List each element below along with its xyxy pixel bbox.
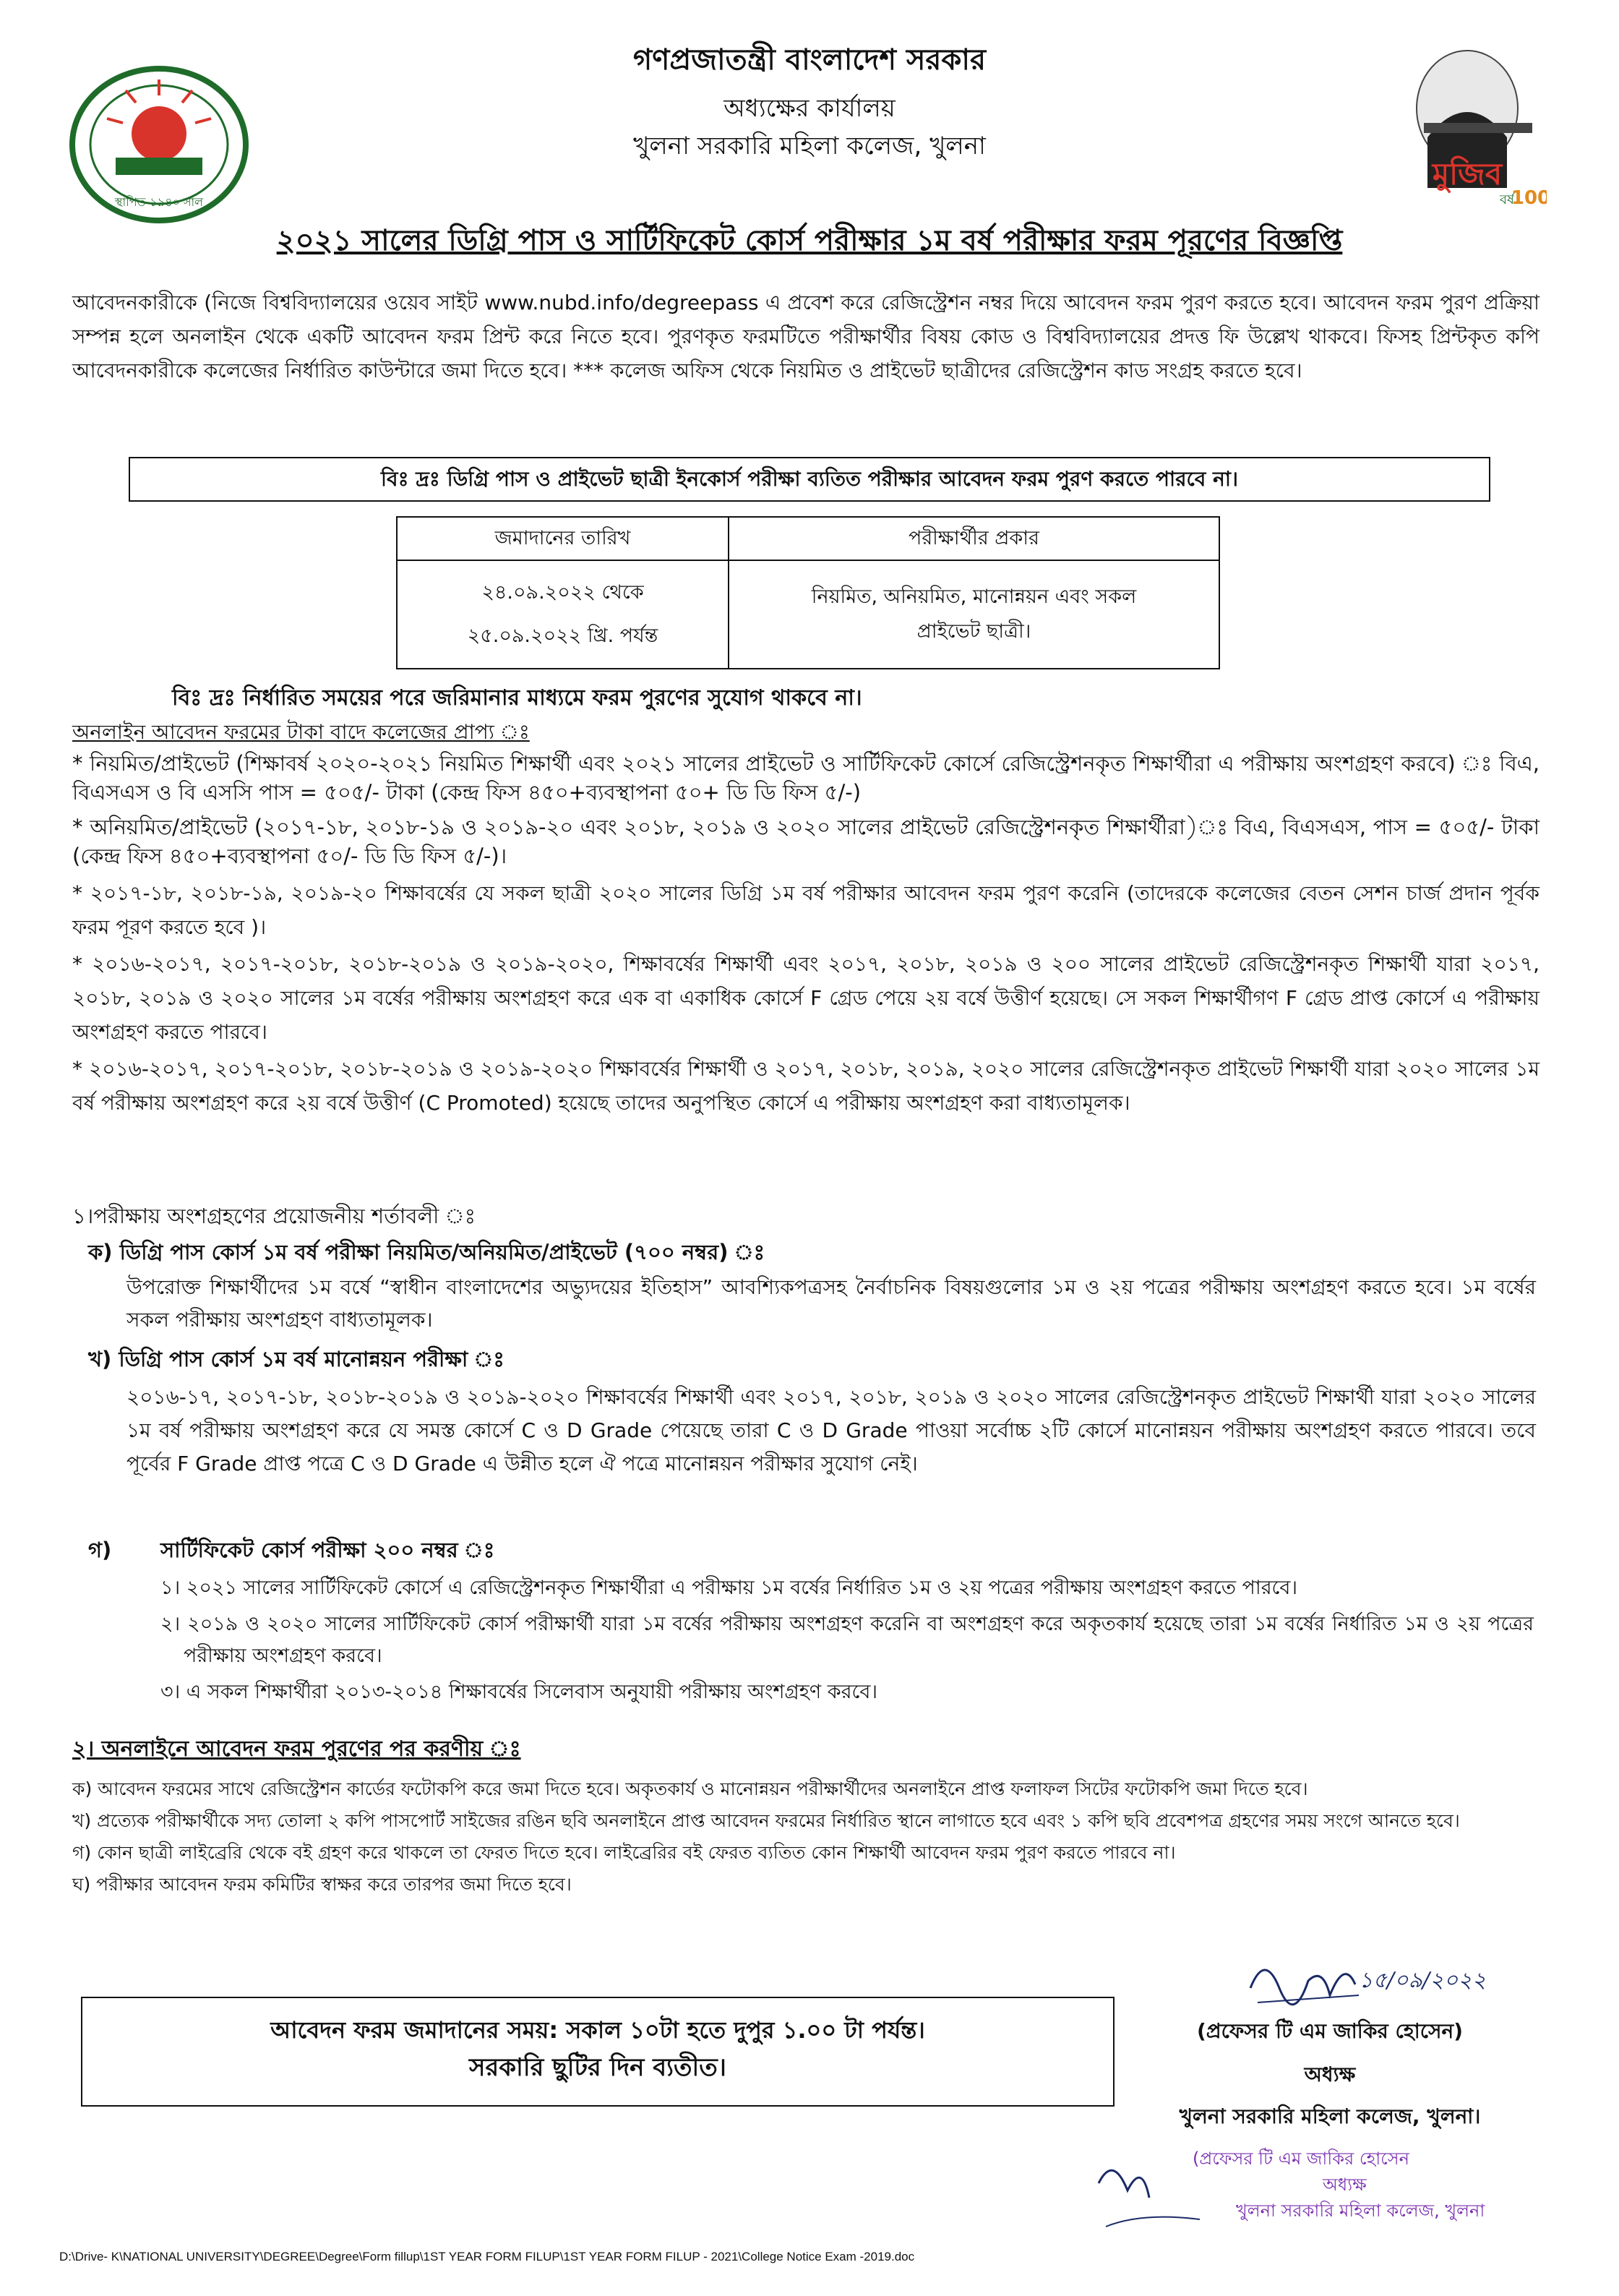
fee-item: * ২০১৬-২০১৭, ২০১৭-২০১৮, ২০১৮-২০১৯ ও ২০১৯-২০২০, শিক্ষাবর্ষের শিক্ষার্থী এবং ২০১৭, ২০১৮, ২০১৯ ও ২০০ সালের প্রাইভেট রেজিস্ট্রেশনকৃত শিক্ষার্থী যারা ২০১৭, ২০১৮, ২০১৯ ও ২০২০ সালের ১ম বর্ষের পরীক্ষায় অংশগ্রহণ করে এক বা একাধিক কোর্সে F গ্রেড পেয়ে ২য় বর্ষে উত্তীর্ণ হয়েছে। সে সকল শিক্ষার্থীগণ F গ্রেড প্রাপ্ত কোর্সে এ পরীক্ষায় অংশগ্রহণ করতে পারবে। (72, 952, 1539, 1044)
signatory-name: (প্রফেসর টি এম জাকির হোসেন) (1196, 2019, 1464, 2043)
college-logo (65, 58, 253, 231)
signatory-designation: অধ্যক্ষ (1304, 2062, 1356, 2086)
section2-item: খ) প্রত্যেক পরীক্ষার্থীকে সদ্য তোলা ২ কপি পাসপোর্ট সাইজের রঙিন ছবি অনলাইনে প্রাপ্ত আবেদন ফরমের নির্ধারিত স্থানে লাগাতে হবে এবং ১ কপি ছবি প্রবেশপত্র গ্রহণের সময় সংগে আনতে হবে। (72, 1810, 1460, 1831)
section2-item: ক) আবেদন ফরমের সাথে রেজিস্ট্রেশন কার্ডের ফটোকপি করে জমা দিতে হবে। অকৃতকার্য ও মানোন্নয়ন পরীক্ষার্থীদের অনলাইনে প্রাপ্ত ফলাফল সিটের ফটোকপি জমা দিতে হবে। (72, 1778, 1308, 1799)
college-heading: খুলনা সরকারি মহিলা কলেজ, খুলনা (633, 132, 986, 160)
type-line-2: প্রাইভেট ছাত্রী। (916, 620, 1031, 643)
timing-line-2: সরকারি ছুটির দিন ব্যতীত। (469, 2053, 726, 2082)
notice-title: ২০২১ সালের ডিগ্রি পাস ও সার্টিফিকেট কোর্স পরীক্ষার ১ম বর্ষ পরীক্ষার ফরম পূরণের বিজ্ঞপ্তি (276, 224, 1343, 257)
dates-table (396, 516, 1220, 669)
section1-ga-heading: সার্টিফিকেট কোর্স পরীক্ষা ২০০ নম্বর ঃ (160, 1538, 495, 1562)
logo-established-text: স্থাপিত-১৯৪০ সাল (114, 195, 204, 209)
second-signature (1084, 2140, 1229, 2263)
table-cell-type (729, 560, 1219, 669)
fee-item: * ২০১৭-১৮, ২০১৮-১৯, ২০১৯-২০ শিক্ষাবর্ষের যে সকল ছাত্রী ২০২০ সালের ডিগ্রি ১ম বর্ষ পরীক্ষার আবেদন ফরম পুরণ করেনি (তাদেরকে কলেজের বেতন সেশন চার্জ প্রদান পূর্বক ফরম পূরণ করতে হবে )। (72, 881, 1539, 939)
govt-heading: গণপ্রজাতন্ত্রী বাংলাদেশ সরকার (633, 43, 986, 77)
mujib-borsho-logo (1359, 43, 1547, 217)
table-header-type: পরীক্ষার্থীর প্রকার (729, 517, 1219, 560)
mujib-100-text: 100 (1511, 187, 1547, 209)
stamp-line-1: (প্রফেসর টি এম জাকির হোসেন (1193, 2149, 1409, 2169)
section1-ka-body: উপরোক্ত শিক্ষার্থীদের ১ম বর্ষে “স্বাধীন বাংলাদেশের অভ্যুদয়ের ইতিহাস” আবশ্যিকপত্রসহ নৈর্বাচনিক বিষয়গুলোর ১ম ও ২য় পত্রের পরীক্ষায় অংশগ্রহণ করতে হবে। ১ম বর্ষের সকল পরীক্ষায় অংশগ্রহণ বাধ্যতামূলক। (126, 1275, 1536, 1332)
table-header-date: জমাদানের তারিখ (397, 517, 729, 560)
office-heading: অধ্যক্ষের কার্যালয় (723, 94, 896, 123)
stamp-line-3: খুলনা সরকারি মহিলা কলেজ, খুলনা (1236, 2201, 1485, 2221)
section1-kha-heading: খ) ডিগ্রি পাস কোর্স ১ম বর্ষ মানোন্নয়ন পরীক্ষা ঃ (88, 1347, 504, 1371)
section1-heading: ১।পরীক্ষায় অংশগ্রহণের প্রয়োজনীয় শর্তাবলী ঃ (72, 1204, 476, 1228)
fee-item: * ২০১৬-২০১৭, ২০১৭-২০১৮, ২০১৮-২০১৯ ও ২০১৯-২০২০ শিক্ষাবর্ষের শিক্ষার্থী ও ২০১৭, ২০১৮, ২০১৯, ২০২০ সালের রেজিস্ট্রেশনকৃত প্রাইভেট শিক্ষার্থী যারা ২০২০ সালের ১ম বর্ষ পরীক্ষায় অংশগ্রহণ করে ২য় বর্ষে উত্তীর্ণ (C Promoted) হয়েছে তাদের অনুপস্থিত কোর্সে এ পরীক্ষায় অংশগ্রহণ করা বাধ্যতামূলক। (72, 1057, 1539, 1115)
section1-ga-label: গ) (88, 1538, 112, 1562)
signature-date: ১৫/০৯/২০২২ (1359, 1968, 1487, 1993)
timing-line-1: আবেদন ফরম জমাদানের সময়: সকাল ১০টা হতে দুপুর ১.০০ টা পর্যন্ত। (270, 2016, 925, 2044)
fine-note: বিঃ দ্রঃ নির্ধারিত সময়ের পরে জরিমানার মাধ্যমে ফরম পুরণের সুযোগ থাকবে না। (172, 685, 862, 711)
section2-list (72, 1775, 1539, 1898)
official-stamp (1193, 2146, 1568, 2254)
fees-heading: অনলাইন আবেদন ফরমের টাকা বাদে কলেজের প্রাপ্য ঃ (72, 720, 530, 744)
fee-item: * নিয়মিত/প্রাইভেট (শিক্ষাবর্ষ ২০২০-২০২১ নিয়মিত শিক্ষার্থী এবং ২০২১ সালের প্রাইভেট ও সার্টিফিকেট কোর্সে রেজিস্ট্রেশনকৃত শিক্ষার্থীরা এ পরীক্ষায় অংশগ্রহণ করবে) ঃ বিএ, বিএসএস ও বি এসসি পাস = ৫০৫/- টাকা (কেন্দ্র ফিস ৪৫০+ব্যবস্থাপনা ৫০+ ডি ডি ফিস ৫/-) (72, 751, 1539, 805)
section1-ka-heading: ক) ডিগ্রি পাস কোর্স ১ম বর্ষ পরীক্ষা নিয়মিত/অনিয়মিত/প্রাইভেট (৭০০ নম্বর) ঃ (88, 1240, 765, 1264)
mujib-sub-text: বর্ষ (1500, 192, 1514, 207)
signatory-college: খুলনা সরকারি মহিলা কলেজ, খুলনা। (1179, 2104, 1481, 2128)
type-line-1: নিয়মিত, অনিয়মিত, মানোন্নয়ন এবং সকল (811, 586, 1137, 608)
fees-list (72, 749, 1539, 1120)
section1-ga-list (160, 1572, 1534, 1708)
section2-heading: ২। অনলাইনে আবেদন ফরম পুরণের পর করণীয় ঃ (72, 1736, 521, 1762)
stamp-line-2: অধ্যক্ষ (1323, 2175, 1367, 2195)
section2-item: গ) কোন ছাত্রী লাইব্রেরি থেকে বই গ্রহণ করে থাকলে তা ফেরত দিতে হবে। লাইব্রেরির বই ফেরত ব্যতিত কোন শিক্ষার্থী আবেদন ফরম পুরণ করতে পারবে না। (72, 1842, 1176, 1863)
section2-item: ঘ) পরীক্ষার আবেদন ফরম কমিটির স্বাক্ষর করে তারপর জমা দিতে হবে। (72, 1874, 572, 1895)
timing-box (81, 1997, 1115, 2107)
date-from: ২৪.০৯.২০২২ থেকে (481, 581, 644, 604)
ga-item: ১। ২০২১ সালের সার্টিফিকেট কোর্সে এ রেজিস্ট্রেশনকৃত শিক্ষার্থীরা এ পরীক্ষায় ১ম বর্ষের নির্ধারিত ১ম ও ২য় পত্রের পরীক্ষায় অংশগ্রহণ করতে পারবে। (160, 1577, 1298, 1599)
table-cell-date (397, 560, 729, 669)
mujib-text: মুজিব (1432, 156, 1503, 192)
date-to: ২৫.০৯.২০২২ খ্রি. পর্যন্ত (467, 625, 658, 647)
ga-item: ২। ২০১৯ ও ২০২০ সালের সার্টিফিকেট কোর্স পরীক্ষার্থী যারা ১ম বর্ষের পরীক্ষায় অংশগ্রহণ করেনি বা অংশগ্রহণ করে অকৃতকার্য হয়েছে তারা ১ম বর্ষের নির্ধারিত ১ম ও ২য় পত্রের পরীক্ষায় অংশগ্রহণ করবে। (160, 1613, 1534, 1667)
fee-item: * অনিয়মিত/প্রাইভেট (২০১৭-১৮, ২০১৮-১৯ ও ২০১৯-২০ এবং ২০১৮, ২০১৯ ও ২০২০ সালের প্রাইভেট রেজিস্ট্রেশনকৃত শিক্ষার্থীরা)ঃ বিএ, বিএসএস, পাস = ৫০৫/- টাকা (কেন্দ্র ফিস ৪৫০+ব্যবস্থাপনা ৫০/- ডি ডি ফিস ৫/-)। (72, 815, 1539, 868)
section1-kha-body: ২০১৬-১৭, ২০১৭-১৮, ২০১৮-২০১৯ ও ২০১৯-২০২০ শিক্ষাবর্ষের শিক্ষার্থী এবং ২০১৭, ২০১৮, ২০১৯ ও ২০২০ সালের রেজিস্ট্রেশনকৃত প্রাইভেট শিক্ষার্থী যারা ২০২০ সালের ১ম বর্ষ পরীক্ষায় অংশগ্রহণ করে যে সমস্ত কোর্সে C ও D Grade পেয়েছে তারা C ও D Grade পাওয়া সর্বোচ্চ ২টি কোর্সে মানোন্নয়ন পরীক্ষায় অংশগ্রহণ করতে পারবে। তবে পূর্বের F Grade প্রাপ্ত পত্রে C ও D Grade এ উন্নীত হলে ঐ পত্রে মানোন্নয়ন পরীক্ষার সুযোগ নেই। (126, 1385, 1536, 1475)
file-path-footer: D:\Drive- K\NATIONAL UNIVERSITY\DEGREE\Degree\Form fillup\1ST YEAR FORM FILUP\1ST YEAR FORM FILUP - 2021\College Notice Exam -2019.doc (59, 2250, 915, 2263)
ga-item: ৩। এ সকল শিক্ষার্থীরা ২০১৩-২০১৪ শিক্ষাবর্ষের সিলেবাস অনুযায়ী পরীক্ষায় অংশগ্রহণ করবে। (160, 1681, 878, 1703)
boxed-note: বিঃ দ্রঃ ডিগ্রি পাস ও প্রাইভেট ছাত্রী ইনকোর্স পরীক্ষা ব্যতিত পরীক্ষার আবেদন ফরম পুরণ করতে পারবে না। (129, 457, 1490, 502)
intro-paragraph: আবেদনকারীকে (নিজে বিশ্ববিদ্যালয়ের ওয়েব সাইট www.nubd.info/degreepass এ প্রবেশ করে রেজিস্ট্রেশন নম্বর দিয়ে আবেদন ফরম পুরণ করতে হবে। আবেদন ফরম পুরণ প্রক্রিয়া সম্পন্ন হলে অনলাইন থেকে একটি আবেদন ফরম প্রিন্ট করে নিতে হবে। পুরণকৃত ফরমটিতে পরীক্ষার্থীর বিষয় কোড ও বিশ্ববিদ্যালয়ের প্রদত্ত ফি উল্লেখ থাকবে। ফিসহ প্রিন্টকৃত কপি আবেদনকারীকে কলেজের নির্ধারিত কাউন্টারে জমা দিতে হবে। *** কলেজ অফিস থেকে নিয়মিত ও প্রাইভেট ছাত্রীদের রেজিস্ট্রেশন কাড সংগ্রহ করতে হবে। (72, 291, 1539, 382)
